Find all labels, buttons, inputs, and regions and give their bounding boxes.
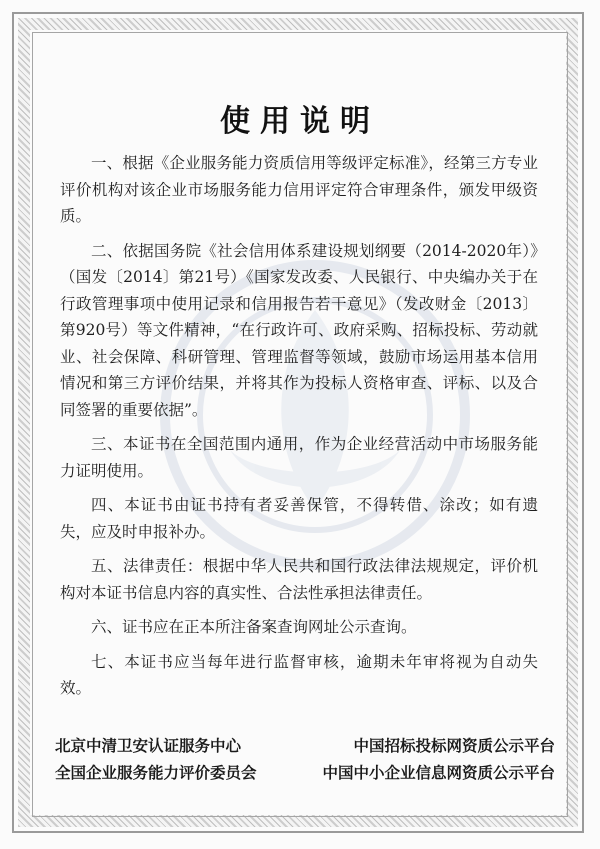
footer-row	[55, 733, 555, 760]
paragraph: 三、本证书在全国范围内通用，作为企业经营活动中市场服务能力证明使用。	[60, 435, 538, 480]
paragraph: 一、根据《企业服务能力资质信用等级评定标准》，经第三方专业评价机构对该企业市场服务能力信用评定符合审理条件，颁发甲级资质。	[60, 154, 538, 225]
paragraph: 五、法律责任：根据中华人民共和国行政法律法规规定，评价机构对本证书信息内容的真实性、合法性承担法律责任。	[60, 557, 538, 602]
issuer-footer	[55, 733, 555, 787]
platform-name: 中国招标投标网资质公示平台	[353, 737, 555, 755]
issuer-name: 北京中清卫安认证服务中心	[55, 737, 242, 755]
paragraph: 六、证书应在正本所注备案查询网址公示查询。	[91, 618, 417, 636]
issuer-name: 全国企业服务能力评价委员会	[55, 764, 257, 782]
platform-name: 中国中小企业信息网资质公示平台	[322, 764, 555, 782]
footer-row	[55, 760, 555, 787]
paragraph: 七、本证书应当每年进行监督审核，逾期未年审将视为自动失效。	[60, 652, 538, 697]
paragraph: 四、本证书由证书持有者妥善保管，不得转借、涂改；如有遗失，应及时申报补办。	[60, 496, 538, 541]
paragraph: 二、依据国务院《社会信用体系建设规划纲要（2014-2020年）》（国发〔2014〕第21号）《国家发改委、人民银行、中央编办关于在行政管理事项中使用记录和信用报告若干意见》（发改财金〔2013〕第920号）等文件精神，“在行政许可、政府采购、招标投标、劳动就业、社会保障、科研管理、管理监督等领域，鼓励市场运用基本信用情况和第三方评价结果，并将其作为投标人资格审查、评标、以及合同签署的重要依据”。	[60, 241, 538, 419]
page-title: 使用说明	[220, 104, 380, 139]
instructions-body	[60, 150, 538, 710]
